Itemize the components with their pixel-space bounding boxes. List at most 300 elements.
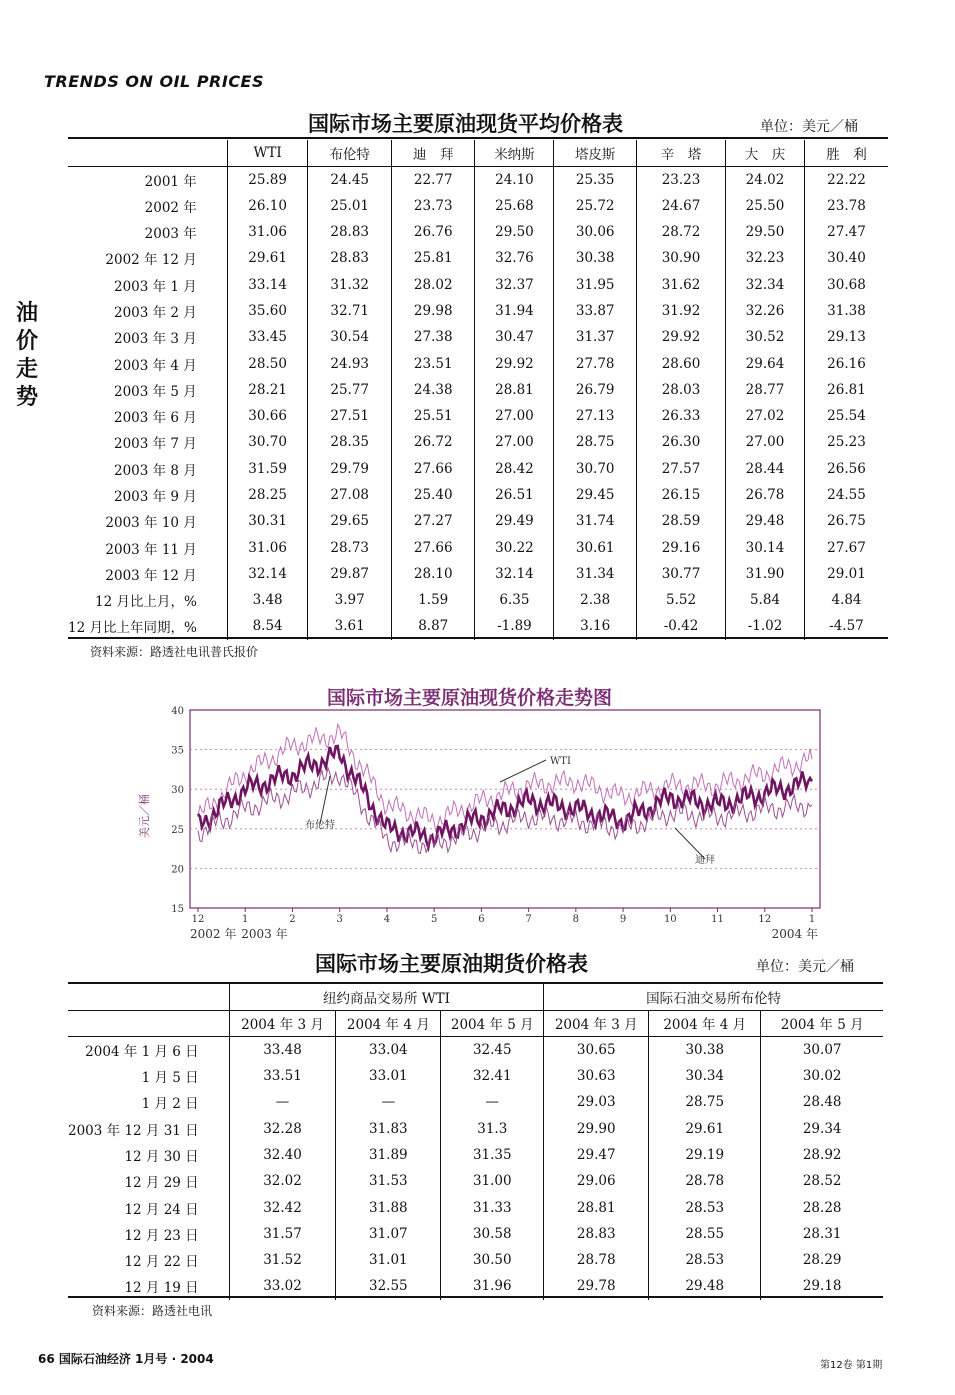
- table-cell: 31.53: [336, 1168, 441, 1194]
- row-label: 2003 年 9 月: [113, 489, 197, 505]
- table-cell: 29.13: [804, 324, 888, 350]
- table-cell: 28.75: [554, 429, 637, 455]
- table-cell: 2.38: [554, 587, 637, 613]
- table-cell: 28.60: [636, 350, 725, 376]
- table-cell: 31.52: [229, 1247, 336, 1273]
- table-row: [68, 613, 888, 639]
- table-cell: 31.83: [336, 1115, 441, 1141]
- row-label: 2003 年 8 月: [113, 462, 197, 479]
- row-label: 2003 年 12 月: [105, 567, 197, 584]
- table-cell: 28.78: [544, 1247, 649, 1273]
- table-row: [68, 350, 888, 376]
- table-cell: 22.77: [391, 166, 475, 192]
- table-cell: 28.53: [649, 1194, 761, 1220]
- table-cell: 32.55: [336, 1273, 441, 1299]
- table-cell: 27.13: [554, 403, 637, 429]
- x-tick-label: 11: [711, 914, 724, 925]
- table-cell: 31.74: [554, 508, 637, 534]
- table-cell: 29.64: [726, 350, 805, 376]
- row-label: 2003 年 12 月 31 日: [68, 1122, 199, 1139]
- row-label: 12 月 30 日: [124, 1148, 199, 1165]
- table-cell: 29.49: [475, 508, 554, 534]
- table-cell: 31.32: [308, 271, 392, 297]
- futures-table-bottom-rule: [68, 1296, 883, 1298]
- table-cell: 29.79: [308, 456, 392, 482]
- table-cell: 26.79: [554, 377, 637, 403]
- table-cell: 31.94: [475, 298, 554, 324]
- table-cell: 31.92: [636, 298, 725, 324]
- table-cell: 3.16: [554, 613, 637, 639]
- row-label: 12 月 23 日: [124, 1227, 199, 1244]
- row-label: 2003 年 10 月: [105, 515, 197, 532]
- x-tick-label: 1: [808, 914, 816, 925]
- table-cell: 30.14: [726, 534, 805, 560]
- table-cell: 3.97: [308, 587, 392, 613]
- table-cell: 1.59: [391, 587, 475, 613]
- futures-table-unit: 单位：美元／桶: [756, 959, 854, 975]
- table-cell: 32.23: [726, 245, 805, 271]
- column-header: WTI: [227, 140, 308, 166]
- table-row: [68, 1221, 883, 1247]
- table-cell: 30.66: [227, 403, 308, 429]
- column-header: 2004 年 4 月: [336, 1010, 441, 1036]
- table-cell: —: [441, 1089, 544, 1115]
- table-cell: 28.77: [726, 377, 805, 403]
- table-cell: 35.60: [227, 298, 308, 324]
- table-row: [68, 298, 888, 324]
- row-label: 12 月比上年同期，%: [68, 620, 197, 637]
- table-cell: 27.27: [391, 508, 475, 534]
- table-cell: -1.02: [726, 613, 805, 639]
- table-cell: 30.90: [636, 245, 725, 271]
- column-header: 辛 塔: [636, 140, 725, 166]
- table-cell: 29.18: [761, 1273, 883, 1299]
- table-cell: —: [229, 1089, 336, 1115]
- table-row: [68, 1247, 883, 1273]
- table-cell: 28.03: [636, 377, 725, 403]
- row-label: 2003 年 1 月: [113, 278, 197, 295]
- table-cell: 32.76: [475, 245, 554, 271]
- table-cell: 25.89: [227, 166, 308, 192]
- table-cell: 29.03: [544, 1089, 649, 1115]
- corner-cell: [68, 1010, 229, 1036]
- table-cell: 28.50: [227, 350, 308, 376]
- table-cell: 30.40: [804, 245, 888, 271]
- table-row: [68, 245, 888, 271]
- table-cell: 29.34: [761, 1115, 883, 1141]
- table-cell: 30.54: [308, 324, 392, 350]
- table-cell: 31.33: [441, 1194, 544, 1220]
- y-tick-label: 15: [171, 904, 184, 915]
- spot-table-source: 资料来源：路透社电讯普氏报价: [90, 645, 259, 659]
- column-header: 2004 年 3 月: [229, 1010, 336, 1036]
- table-cell: 32.34: [726, 271, 805, 297]
- table-cell: 33.45: [227, 324, 308, 350]
- row-label: 12 月比上月，%: [95, 594, 197, 611]
- table-cell: 29.90: [544, 1115, 649, 1141]
- table-cell: 32.14: [227, 561, 308, 587]
- table-cell: —: [336, 1089, 441, 1115]
- table-cell: 27.57: [636, 456, 725, 482]
- row-label: 2002 年: [144, 199, 197, 216]
- table-cell: 8.54: [227, 613, 308, 639]
- table-cell: 27.66: [391, 534, 475, 560]
- table-cell: 28.81: [475, 377, 554, 403]
- row-label: 1 月 5 日: [141, 1070, 199, 1087]
- row-label: 2003 年 3 月: [113, 331, 197, 348]
- column-header: 布伦特: [308, 140, 392, 166]
- table-cell: 32.45: [441, 1037, 544, 1063]
- table-cell: 29.92: [475, 350, 554, 376]
- table-cell: 28.52: [761, 1168, 883, 1194]
- table-cell: 24.55: [804, 482, 888, 508]
- table-cell: 28.83: [308, 245, 392, 271]
- table-cell: 31.95: [554, 271, 637, 297]
- table-row: [68, 377, 888, 403]
- table-cell: -0.42: [636, 613, 725, 639]
- annotation-label: WTI: [550, 756, 571, 767]
- table-cell: 28.55: [649, 1221, 761, 1247]
- column-header: 2004 年 4 月: [649, 1010, 761, 1036]
- row-label: 2003 年: [144, 226, 197, 243]
- table-cell: 29.50: [475, 219, 554, 245]
- x-tick-label: 3: [336, 914, 343, 925]
- table-cell: 30.61: [554, 534, 637, 560]
- table-cell: 29.48: [649, 1273, 761, 1299]
- row-label: 12 月 22 日: [124, 1254, 199, 1271]
- table-cell: 33.51: [229, 1063, 336, 1089]
- table-cell: 27.51: [308, 403, 392, 429]
- table-row: [68, 1089, 883, 1115]
- table-cell: 32.14: [475, 561, 554, 587]
- table-cell: 30.06: [554, 219, 637, 245]
- table-cell: 26.51: [475, 482, 554, 508]
- table-cell: 23.51: [391, 350, 475, 376]
- table-cell: 25.23: [804, 429, 888, 455]
- row-label: 12 月 24 日: [124, 1201, 199, 1218]
- table-cell: 26.10: [227, 193, 308, 219]
- table-row: [68, 1142, 883, 1168]
- table-cell: 29.87: [308, 561, 392, 587]
- table-row: [68, 561, 888, 587]
- table-cell: 32.37: [475, 271, 554, 297]
- table-cell: 28.31: [761, 1221, 883, 1247]
- table-cell: 27.00: [726, 429, 805, 455]
- table-cell: 31.01: [336, 1247, 441, 1273]
- table-cell: 29.19: [649, 1142, 761, 1168]
- table-cell: 24.67: [636, 193, 725, 219]
- table-cell: 30.31: [227, 508, 308, 534]
- table-cell: 31.07: [336, 1221, 441, 1247]
- table-cell: 31.89: [336, 1142, 441, 1168]
- column-header: 2004 年 5 月: [761, 1010, 883, 1036]
- x-tick-label: 10: [663, 914, 677, 925]
- chart-ylabel: 美元／桶: [138, 794, 151, 838]
- table-row: [68, 166, 888, 192]
- table-cell: 30.34: [649, 1063, 761, 1089]
- table-row: [68, 193, 888, 219]
- x-year-label: 2004 年: [771, 927, 818, 941]
- side-label: 油价走势: [15, 301, 38, 410]
- row-label: 2003 年 2 月: [113, 304, 197, 321]
- table-row: [68, 587, 888, 613]
- table-cell: 30.77: [636, 561, 725, 587]
- futures-table-source: 资料来源：路透社电讯: [92, 1304, 213, 1318]
- table-cell: 30.38: [554, 245, 637, 271]
- table-cell: 31.57: [229, 1221, 336, 1247]
- table-cell: 28.21: [227, 377, 308, 403]
- table-cell: 28.92: [761, 1142, 883, 1168]
- table-cell: 25.40: [391, 482, 475, 508]
- table-cell: 29.06: [544, 1168, 649, 1194]
- table-cell: 29.48: [726, 508, 805, 534]
- table-cell: 32.26: [726, 298, 805, 324]
- table-cell: 26.30: [636, 429, 725, 455]
- table-cell: 28.83: [308, 219, 392, 245]
- table-cell: 31.37: [554, 324, 637, 350]
- table-cell: 30.63: [544, 1063, 649, 1089]
- column-header: 米纳斯: [475, 140, 554, 166]
- futures-group-header-row: [68, 984, 883, 1010]
- table-cell: 25.54: [804, 403, 888, 429]
- column-header: 2004 年 5 月: [441, 1010, 544, 1036]
- table-cell: 6.35: [475, 587, 554, 613]
- table-cell: 33.87: [554, 298, 637, 324]
- column-header: 大 庆: [726, 140, 805, 166]
- row-label: 12 月 19 日: [124, 1280, 199, 1297]
- table-cell: 30.02: [761, 1063, 883, 1089]
- row-label: 2003 年 11 月: [105, 541, 197, 558]
- table-cell: 33.01: [336, 1063, 441, 1089]
- table-cell: 30.70: [227, 429, 308, 455]
- table-cell: 30.68: [804, 271, 888, 297]
- table-cell: 30.58: [441, 1221, 544, 1247]
- table-cell: 30.52: [726, 324, 805, 350]
- table-row: [68, 534, 888, 560]
- table-cell: 32.42: [229, 1194, 336, 1220]
- row-label: 2002 年 12 月: [105, 252, 197, 269]
- table-cell: 29.45: [554, 482, 637, 508]
- table-cell: 24.10: [475, 166, 554, 192]
- x-tick-label: 4: [383, 914, 391, 925]
- table-row: [68, 1063, 883, 1089]
- y-tick-label: 30: [171, 785, 184, 797]
- table-cell: 28.81: [544, 1194, 649, 1220]
- row-label: 2003 年 5 月: [113, 383, 197, 400]
- table-cell: 26.56: [804, 456, 888, 482]
- column-header: 胜 利: [804, 140, 888, 166]
- x-tick-label: 6: [478, 914, 485, 925]
- table-cell: 26.75: [804, 508, 888, 534]
- futures-table-title: 国际市场主要原油期货价格表: [315, 952, 588, 976]
- spot-table-title: 国际市场主要原油现货平均价格表: [308, 112, 623, 136]
- y-tick-label: 20: [171, 864, 184, 876]
- x-tick-label: 8: [572, 914, 580, 925]
- table-cell: 31.06: [227, 219, 308, 245]
- table-cell: 31.00: [441, 1168, 544, 1194]
- section-header: TRENDS ON OIL PRICES: [44, 72, 265, 91]
- table-cell: 29.78: [544, 1273, 649, 1299]
- y-tick-label: 25: [171, 824, 184, 836]
- group-header-brent: 国际石油交易所布伦特: [544, 984, 883, 1010]
- table-cell: 29.61: [227, 245, 308, 271]
- table-row: [68, 429, 888, 455]
- table-cell: 26.81: [804, 377, 888, 403]
- table-cell: 26.76: [391, 219, 475, 245]
- table-cell: 26.15: [636, 482, 725, 508]
- table-cell: 25.50: [726, 193, 805, 219]
- table-cell: 30.50: [441, 1247, 544, 1273]
- column-header: 2004 年 3 月: [544, 1010, 649, 1036]
- x-year-label: 2003 年: [241, 927, 288, 941]
- table-cell: 29.92: [636, 324, 725, 350]
- x-tick-label: 5: [430, 914, 438, 925]
- table-cell: 30.47: [475, 324, 554, 350]
- table-cell: 28.10: [391, 561, 475, 587]
- row-label: 2003 年 6 月: [113, 410, 197, 427]
- table-cell: 32.02: [229, 1168, 336, 1194]
- table-cell: 26.33: [636, 403, 725, 429]
- table-cell: -1.89: [475, 613, 554, 639]
- table-cell: 31.34: [554, 561, 637, 587]
- spot-table-top-rule: [68, 137, 888, 139]
- x-tick-label: 9: [619, 914, 627, 925]
- column-header: 塔皮斯: [554, 140, 637, 166]
- table-cell: 27.00: [475, 429, 554, 455]
- column-header: 迪 拜: [391, 140, 475, 166]
- corner-cell: [68, 140, 227, 166]
- x-tick-label: 7: [525, 914, 532, 925]
- x-tick-label: 2: [289, 914, 296, 925]
- table-cell: 24.93: [308, 350, 392, 376]
- table-cell: -4.57: [804, 613, 888, 639]
- table-cell: 5.84: [726, 587, 805, 613]
- table-cell: 28.25: [227, 482, 308, 508]
- table-cell: 28.44: [726, 456, 805, 482]
- table-cell: 4.84: [804, 587, 888, 613]
- table-cell: 3.61: [308, 613, 392, 639]
- row-label: 2004 年 1 月 6 日: [85, 1043, 199, 1060]
- group-header-wti: 纽约商品交易所 WTI: [229, 984, 544, 1010]
- table-row: [68, 456, 888, 482]
- spot-table-header-row: [68, 140, 888, 166]
- table-cell: 32.40: [229, 1142, 336, 1168]
- row-label: 12 月 29 日: [124, 1175, 199, 1192]
- x-tick-label: 1: [242, 914, 249, 925]
- spot-table-unit: 单位：美元／桶: [760, 119, 858, 135]
- table-cell: 31.06: [227, 534, 308, 560]
- table-cell: 23.23: [636, 166, 725, 192]
- table-cell: 31.88: [336, 1194, 441, 1220]
- table-row: [68, 219, 888, 245]
- footer-volume: 第12卷 第1期: [820, 1360, 883, 1371]
- table-cell: 25.77: [308, 377, 392, 403]
- table-cell: 27.66: [391, 456, 475, 482]
- table-cell: 32.28: [229, 1115, 336, 1141]
- table-cell: 25.72: [554, 193, 637, 219]
- table-cell: 31.62: [636, 271, 725, 297]
- table-cell: 30.70: [554, 456, 637, 482]
- table-cell: 3.48: [227, 587, 308, 613]
- table-row: [68, 482, 888, 508]
- table-cell: 26.72: [391, 429, 475, 455]
- table-cell: 28.29: [761, 1247, 883, 1273]
- table-cell: 27.08: [308, 482, 392, 508]
- table-cell: 28.73: [308, 534, 392, 560]
- table-cell: 33.48: [229, 1037, 336, 1063]
- table-cell: 25.01: [308, 193, 392, 219]
- table-cell: 32.41: [441, 1063, 544, 1089]
- table-cell: 28.02: [391, 271, 475, 297]
- futures-table-header-row: [68, 1010, 883, 1036]
- y-tick-label: 35: [171, 745, 184, 757]
- table-cell: 30.38: [649, 1037, 761, 1063]
- table-cell: 29.50: [726, 219, 805, 245]
- annotation-label: 布伦特: [305, 820, 335, 831]
- table-cell: 25.68: [475, 193, 554, 219]
- table-row: [68, 1168, 883, 1194]
- table-row: [68, 1037, 883, 1063]
- price-trend-chart: [130, 706, 840, 956]
- table-row: [68, 403, 888, 429]
- annotation-label: 迪拜: [695, 855, 715, 866]
- table-cell: 28.59: [636, 508, 725, 534]
- table-cell: 26.78: [726, 482, 805, 508]
- table-cell: 29.98: [391, 298, 475, 324]
- table-cell: 31.35: [441, 1142, 544, 1168]
- row-label: 2003 年 7 月: [113, 436, 197, 453]
- table-cell: 33.04: [336, 1037, 441, 1063]
- table-cell: 28.53: [649, 1247, 761, 1273]
- row-label: 2003 年 4 月: [113, 357, 197, 374]
- table-cell: 30.65: [544, 1037, 649, 1063]
- table-cell: 26.16: [804, 350, 888, 376]
- table-cell: 29.61: [649, 1115, 761, 1141]
- table-cell: 27.00: [475, 403, 554, 429]
- table-cell: 29.01: [804, 561, 888, 587]
- table-cell: 33.14: [227, 271, 308, 297]
- spot-table: [68, 140, 888, 640]
- table-cell: 28.83: [544, 1221, 649, 1247]
- table-cell: 27.47: [804, 219, 888, 245]
- table-cell: 24.45: [308, 166, 392, 192]
- table-cell: 25.81: [391, 245, 475, 271]
- table-row: [68, 1115, 883, 1141]
- table-cell: 27.02: [726, 403, 805, 429]
- footer-issue: 66 国际石油经济 1月号 · 2004: [38, 1352, 214, 1366]
- table-cell: 27.67: [804, 534, 888, 560]
- table-cell: 28.78: [649, 1168, 761, 1194]
- table-cell: 29.65: [308, 508, 392, 534]
- table-row: [68, 1194, 883, 1220]
- table-cell: 27.78: [554, 350, 637, 376]
- table-cell: 28.75: [649, 1089, 761, 1115]
- futures-table: [68, 984, 883, 1300]
- chart-title: 国际市场主要原油现货价格走势图: [327, 687, 613, 709]
- table-cell: 31.38: [804, 298, 888, 324]
- spot-table-bottom-rule: [68, 637, 888, 639]
- table-cell: 28.28: [761, 1194, 883, 1220]
- x-year-label: 2002 年: [190, 927, 237, 941]
- table-cell: 27.38: [391, 324, 475, 350]
- table-cell: 5.52: [636, 587, 725, 613]
- table-row: [68, 508, 888, 534]
- table-row: [68, 324, 888, 350]
- table-cell: 28.42: [475, 456, 554, 482]
- table-cell: 30.07: [761, 1037, 883, 1063]
- table-cell: 23.73: [391, 193, 475, 219]
- table-cell: 32.71: [308, 298, 392, 324]
